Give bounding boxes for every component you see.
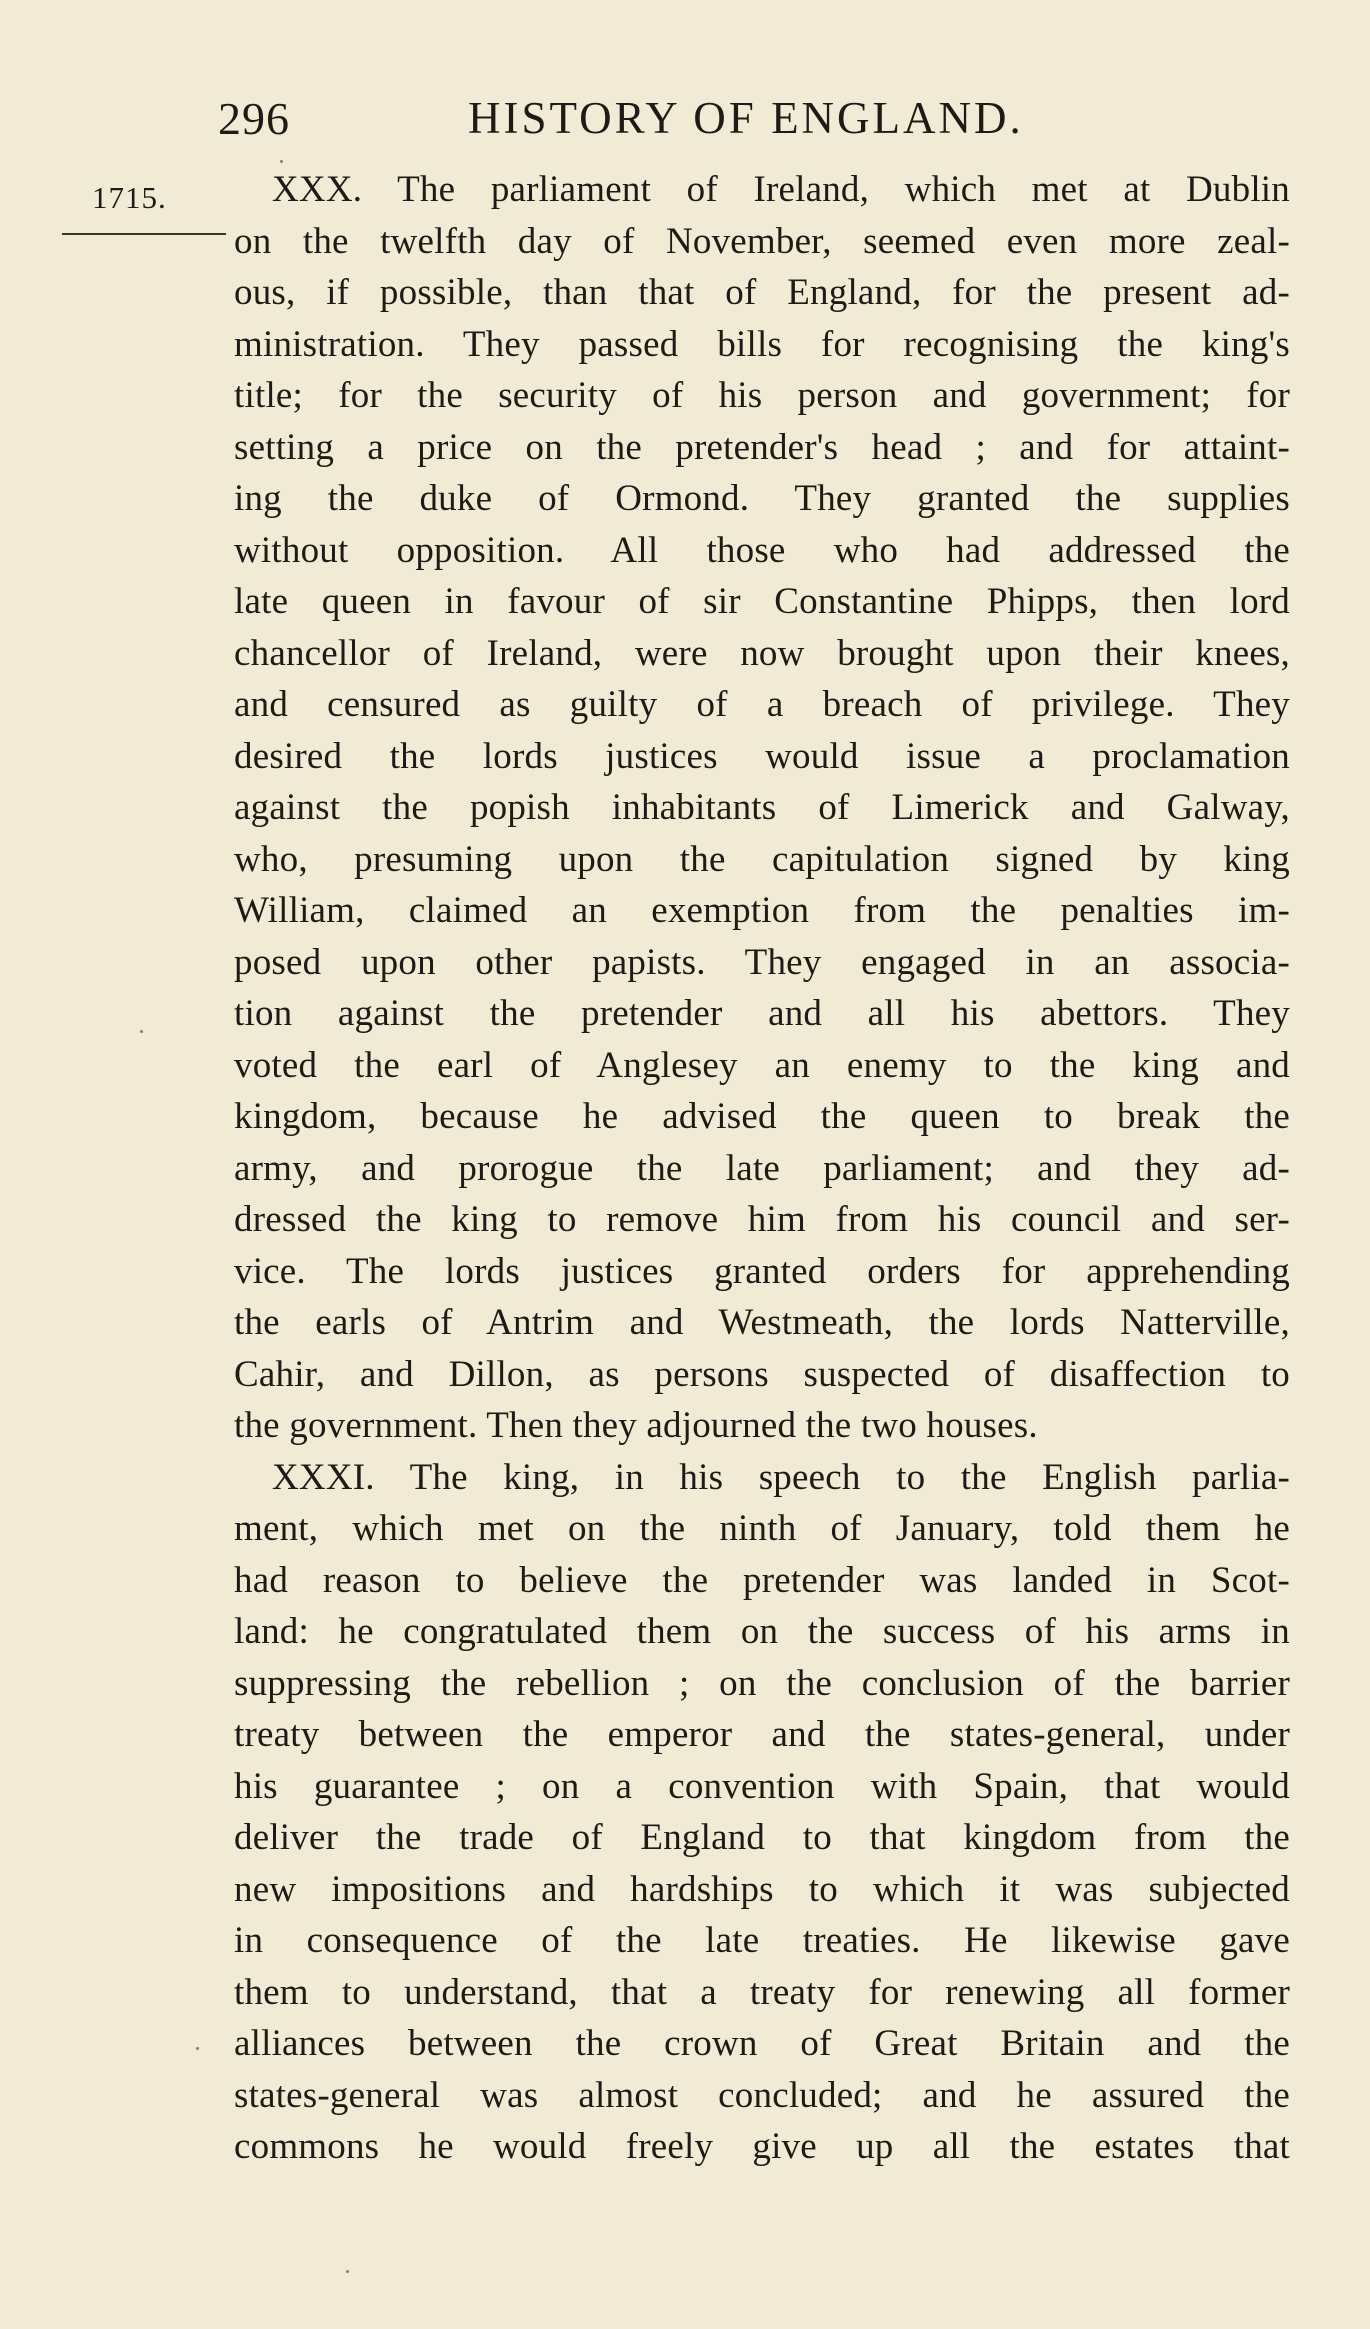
text-line: against the popish inhabitants of Limerick and Galway, <box>234 787 1290 828</box>
text-line: new impositions and hardships to which it was subjected <box>234 1868 1290 1910</box>
text-line: land: he congratulated them on the success of his arms in <box>234 1611 1290 1652</box>
paper-speck <box>280 160 283 163</box>
text-line: chancellor of Ireland, were now brought upon their knees, <box>234 632 1290 674</box>
text-line: XXXI. The king, in his speech to the English parlia- <box>272 1456 1290 1498</box>
text-line: states-general was almost concluded; and he assured the <box>234 2074 1290 2116</box>
page-number: 296 <box>218 93 290 144</box>
text-line: treaty between the emperor and the states-general, under <box>234 1714 1290 1755</box>
paper-speck <box>196 2047 199 2050</box>
text-line: XXX. The parliament of Ireland, which met at Dublin <box>272 169 1290 210</box>
paragraph-xxxi <box>234 1452 1290 2173</box>
text-line: tion against the pretender and all his abettors. They <box>234 993 1290 1034</box>
text-line: voted the earl of Anglesey an enemy to the king and <box>234 1044 1290 1086</box>
text-line: army, and prorogue the late parliament; and they ad- <box>234 1147 1290 1189</box>
text-line: without opposition. All those who had addressed the <box>234 529 1290 571</box>
text-line: alliances between the crown of Great Britain and the <box>234 2023 1290 2064</box>
text-line: setting a price on the pretender's head ; and for attaint- <box>234 426 1290 468</box>
text-line: them to understand, that a treaty for renewing all former <box>234 1971 1290 2013</box>
paragraph-xxx <box>234 164 1290 1452</box>
text-line: who, presuming upon the capitulation signed by king <box>234 838 1290 880</box>
text-line: commons he would freely give up all the estates that <box>234 2126 1290 2167</box>
paper-speck <box>346 2270 349 2273</box>
margin-year-note: 1715. <box>92 180 167 215</box>
text-line: his guarantee ; on a convention with Spain, that would <box>234 1765 1290 1807</box>
text-line: dressed the king to remove him from his council and ser- <box>234 1199 1290 1240</box>
text-line: had reason to believe the pretender was landed in Scot- <box>234 1559 1290 1601</box>
body-text <box>234 164 1290 2173</box>
text-line: ministration. They passed bills for recognising the king's <box>234 323 1290 365</box>
text-line: vice. The lords justices granted orders for apprehending <box>234 1250 1290 1292</box>
text-line: in consequence of the late treaties. He likewise gave <box>234 1920 1290 1961</box>
text-line: the earls of Antrim and Westmeath, the lords Natterville, <box>234 1302 1290 1343</box>
text-line: and censured as guilty of a breach of privilege. They <box>234 684 1290 725</box>
running-head <box>218 92 1070 152</box>
text-line: on the twelfth day of November, seemed even more zeal- <box>234 220 1290 262</box>
margin-rule <box>62 233 226 235</box>
text-line: William, claimed an exemption from the penalties im- <box>234 890 1290 931</box>
text-line: suppressing the rebellion ; on the conclusion of the barrier <box>234 1662 1290 1704</box>
text-line: kingdom, because he advised the queen to break the <box>234 1096 1290 1137</box>
text-line: ing the duke of Ormond. They granted the supplies <box>234 478 1290 519</box>
text-line: title; for the security of his person and government; for <box>234 375 1290 416</box>
text-line: ment, which met on the ninth of January, told them he <box>234 1508 1290 1549</box>
text-line: deliver the trade of England to that kingdom from the <box>234 1817 1290 1858</box>
text-line: ous, if possible, than that of England, for the present ad- <box>234 272 1290 313</box>
text-line: the government. Then they adjourned the two houses. <box>234 1405 1038 1446</box>
text-line: late queen in favour of sir Constantine Phipps, then lord <box>234 581 1290 622</box>
running-title: HISTORY OF ENGLAND. <box>468 93 1024 143</box>
text-line: Cahir, and Dillon, as persons suspected of disaffection to <box>234 1353 1290 1395</box>
text-line: posed upon other papists. They engaged in an associa- <box>234 941 1290 983</box>
paper-speck <box>140 1030 143 1033</box>
text-line: desired the lords justices would issue a proclamation <box>234 735 1290 777</box>
